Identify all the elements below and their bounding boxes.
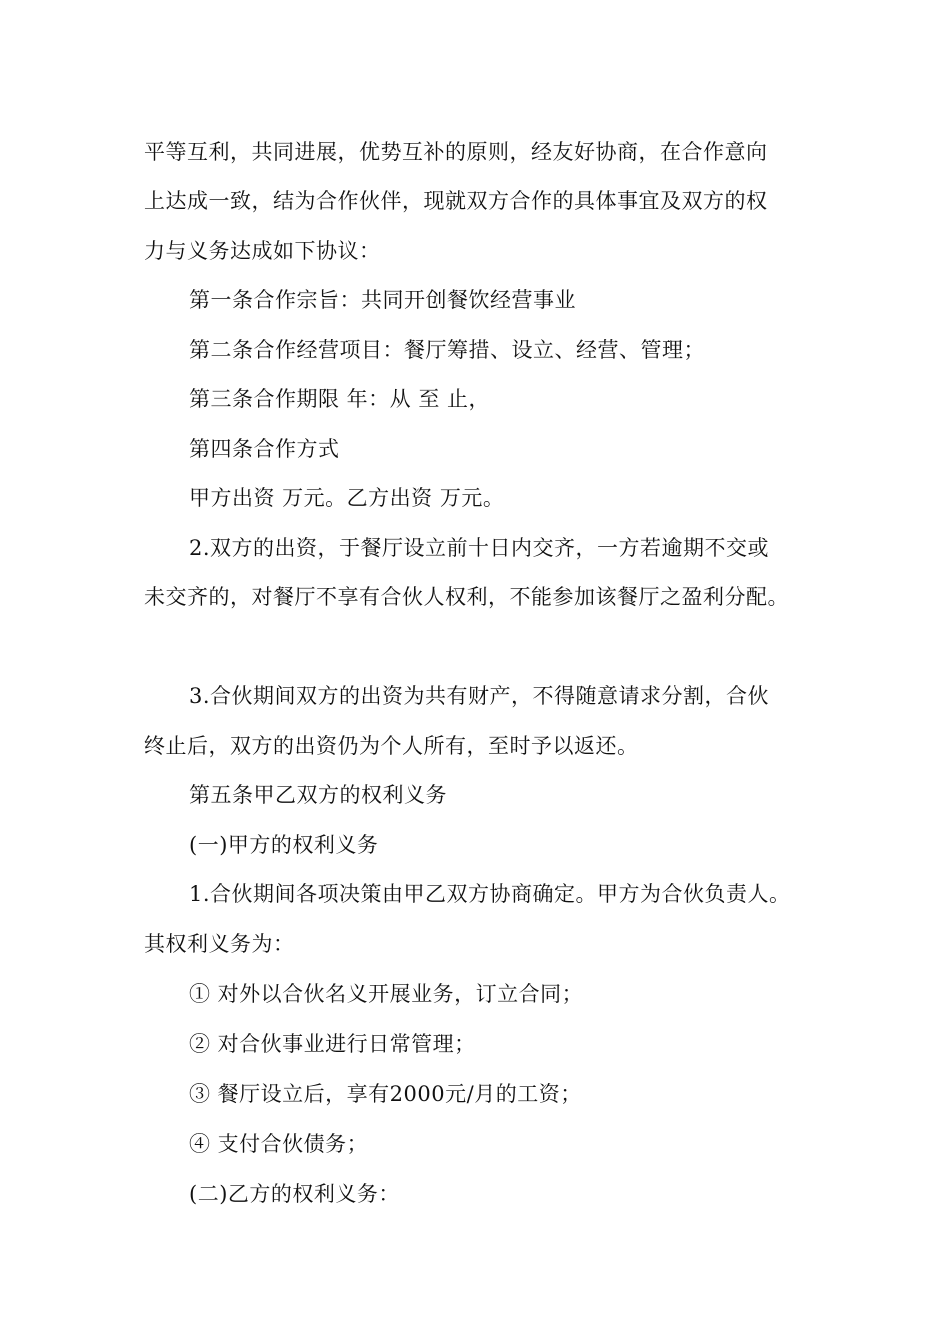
clause-3-line-1: 3.合伙期间双方的出资为共有财产，不得随意请求分割，合伙 — [189, 684, 770, 708]
clause-2-line-1: 2.双方的出资，于餐厅设立前十日内交齐，一方若逾期不交或 — [189, 536, 770, 560]
section-party-b: (二)乙方的权利义务： — [189, 1182, 400, 1206]
paragraph-line: 上达成一致，结为合作伙伴，现就双方合作的具体事宜及双方的权 — [144, 189, 768, 213]
list-item: ④ 支付合伙债务； — [189, 1132, 369, 1156]
paragraph-line: 平等互利，共同进展，优势互补的原则，经友好协商，在合作意向 — [144, 140, 768, 164]
clause-3-line-2: 终止后，双方的出资仍为个人所有，至时予以返还。 — [144, 734, 639, 758]
article-3: 第三条合作期限 年：从 至 止， — [189, 387, 491, 411]
article-5: 第五条甲乙双方的权利义务 — [189, 783, 447, 807]
article-1: 第一条合作宗旨：共同开创餐饮经营事业 — [189, 288, 576, 312]
party-a-clause-1-line-1: 1.合伙期间各项决策由甲乙双方协商确定。甲方为合伙负责人。 — [189, 882, 791, 906]
list-item: ② 对合伙事业进行日常管理； — [189, 1032, 476, 1056]
party-a-clause-1-line-2: 其权利义务为： — [144, 932, 295, 956]
capital-contribution: 甲方出资 万元。乙方出资 万元。 — [189, 486, 505, 510]
section-party-a: (一)甲方的权利义务 — [189, 833, 379, 857]
list-item: ① 对外以合伙名义开展业务，订立合同； — [189, 982, 584, 1006]
clause-2-line-2: 未交齐的，对餐厅不享有合伙人权利，不能参加该餐厅之盈利分配。 — [144, 585, 789, 609]
article-2: 第二条合作经营项目：餐厅筹措、设立、经营、管理； — [189, 338, 705, 362]
article-4: 第四条合作方式 — [189, 437, 340, 461]
list-item: ③ 餐厅设立后，享有2000元/月的工资； — [189, 1082, 582, 1106]
paragraph-line: 力与义务达成如下协议： — [144, 239, 381, 263]
